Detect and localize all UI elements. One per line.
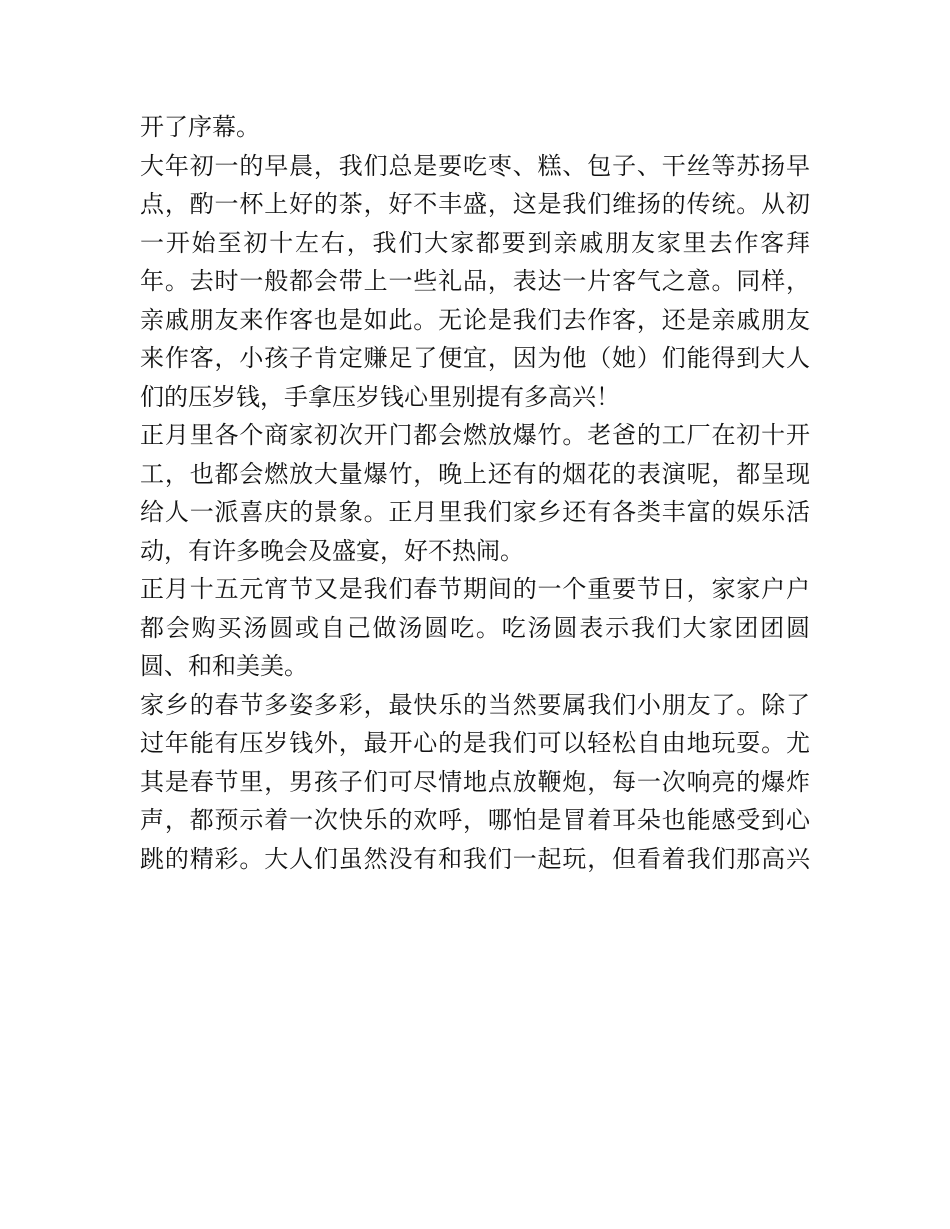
text-line: 过年能有压岁钱外，最开心的是我们可以轻松自由地玩耍。尤 (140, 729, 810, 757)
text-line: 动，有许多晚会及盛宴，好不热闹。 (140, 536, 524, 565)
text-line: 其是春节里，男孩子们可尽情地点放鞭炮，每一次响亮的爆炸 (140, 767, 810, 796)
text-line: 来作客，小孩子肯定赚足了便宜，因为他（她）们能得到大人 (140, 344, 810, 372)
text-line: 圆、和和美美。 (140, 652, 308, 680)
body-text (140, 108, 810, 878)
text-line: 正月里各个商家初次开门都会燃放爆竹。老爸的工厂在初十开 (140, 421, 810, 449)
text-line: 点，酌一杯上好的茶，好不丰盛，这是我们维扬的传统。从初 (140, 190, 810, 218)
text-line: 家乡的春节多姿多彩，最快乐的当然要属我们小朋友了。除了 (140, 690, 810, 719)
text-line: 都会购买汤圆或自己做汤圆吃。吃汤圆表示我们大家团团圆 (140, 613, 810, 642)
text-line: 正月十五元宵节又是我们春节期间的一个重要节日，家家户户 (140, 575, 810, 603)
text-line: 大年初一的早晨，我们总是要吃枣、糕、包子、干丝等苏扬早 (140, 151, 810, 180)
text-line: 开了序幕。 (140, 113, 260, 141)
text-line: 声，都预示着一次快乐的欢呼，哪怕是冒着耳朵也能感受到心 (140, 806, 810, 834)
text-line: 给人一派喜庆的景象。正月里我们家乡还有各类丰富的娱乐活 (140, 498, 810, 526)
text-line: 一开始至初十左右，我们大家都要到亲戚朋友家里去作客拜 (140, 228, 810, 257)
text-line: 跳的精彩。大人们虽然没有和我们一起玩，但看着我们那高兴 (140, 844, 810, 873)
text-line: 年。去时一般都会带上一些礼品，表达一片客气之意。同样， (140, 267, 810, 295)
text-line: 工，也都会燃放大量爆竹，晚上还有的烟花的表演呢，都呈现 (140, 459, 810, 488)
text-line: 亲戚朋友来作客也是如此。无论是我们去作客，还是亲戚朋友 (140, 305, 810, 334)
text-line: 们的压岁钱，手拿压岁钱心里别提有多高兴！ (140, 382, 620, 411)
